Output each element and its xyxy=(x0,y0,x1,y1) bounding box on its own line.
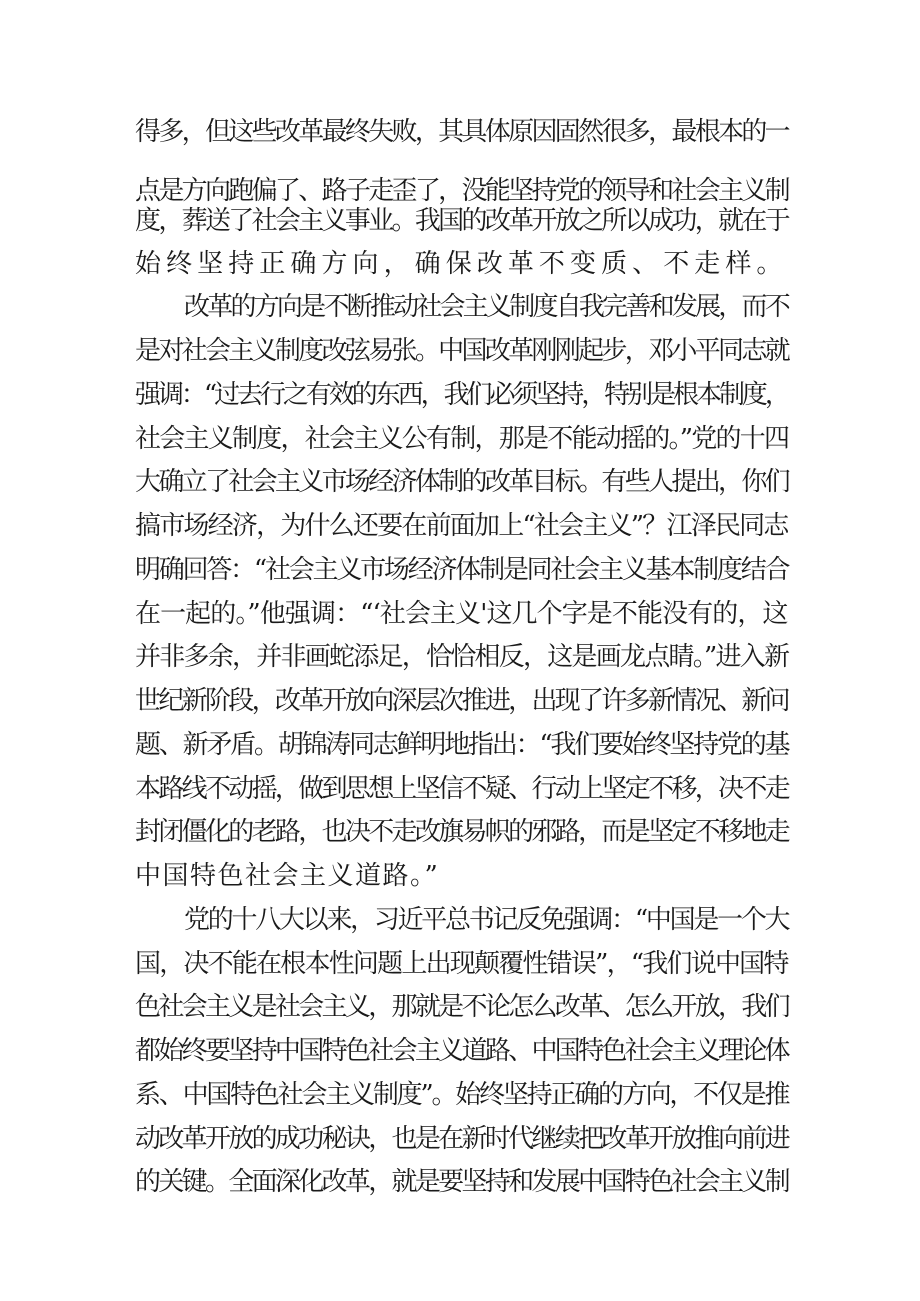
text-line: 国，决不能在根本性问题上出现颠覆性错误”，“我们说中国特 xyxy=(135,949,788,979)
paragraph-first-line: 党的十八大以来，习近平总书记反免强调：“中国是一个大 xyxy=(184,905,789,935)
text-line: 世纪新阶段，改革开放向深层次推进，出现了许多新情况、新问 xyxy=(135,686,789,716)
text-line: 明确回答：“社会主义市场经济体制是同社会主义基本制度结合 xyxy=(135,555,789,585)
text-line: 都始终要坚持中国特色社会主义道路、中国特色社会主义理论体 xyxy=(135,1036,789,1066)
text-line: 点是方向跑偏了、路子走歪了，没能坚持党的领导和社会主义制 xyxy=(135,176,789,206)
text-line: 大确立了社会主义市场经济体制的改革目标。有些人提出，你们 xyxy=(135,467,789,497)
text-line: 题、新矛盾。胡锦涛同志鲜明地指出：“我们要始终坚持党的基 xyxy=(135,730,789,760)
text-line: 封闭僵化的老路，也决不走改旗易帜的邪路，而是坚定不移地走 xyxy=(135,817,789,847)
text-line: 始终坚持正确方向，确保改革不变质、不走样。 xyxy=(135,249,788,279)
text-line: 社会主义制度，社会主义公有制，那是不能动摇的。”党的十四 xyxy=(135,424,789,454)
text-line: 是对社会主义制度改弦易张。中国改革刚刚起步，邓小平同志就 xyxy=(135,336,789,366)
text-line: 本路线不动摇，做到思想上坚信不疑、行动上坚定不移，决不走 xyxy=(135,774,789,804)
text-line: 动改革开放的成功秘诀，也是在新时代继续把改革开放推向前进 xyxy=(135,1124,789,1154)
text-line: 搞市场经济，为什么还要在前面加上“社会主义”？江泽民同志 xyxy=(135,511,788,541)
text-line: 中国特色社会主义道路。” xyxy=(135,861,440,891)
paragraph-first-line: 改革的方向是不断推动社会主义制度自我完善和发展，而不 xyxy=(184,292,789,322)
text-line: 得多，但这些改革最终失败，其具体原因固然很多，最根本的一 xyxy=(135,117,789,147)
text-line: 并非多余，并非画蛇添足，恰恰相反，这是画龙点睛。”进入新 xyxy=(135,642,789,672)
text-line: 在一起的。”他强调：“‘社会主义'这几个字是不能没有的，这 xyxy=(135,599,788,629)
text-line: 度，葬送了社会主义事业。我国的改革开放之所以成功，就在于 xyxy=(135,206,789,236)
text-line: 强调：“过去行之有效的东西，我们必须坚持，特别是根本制度， xyxy=(135,380,788,410)
text-line: 色社会主义是社会主义，那就是不论怎么改革、怎么开放，我们 xyxy=(135,992,789,1022)
text-line: 的关键。全面深化改革，就是要坚持和发展中国特色社会主义制 xyxy=(135,1167,789,1197)
text-line: 系、中国特色社会主义制度”。始终坚持正确的方向，不仅是推 xyxy=(135,1080,789,1110)
